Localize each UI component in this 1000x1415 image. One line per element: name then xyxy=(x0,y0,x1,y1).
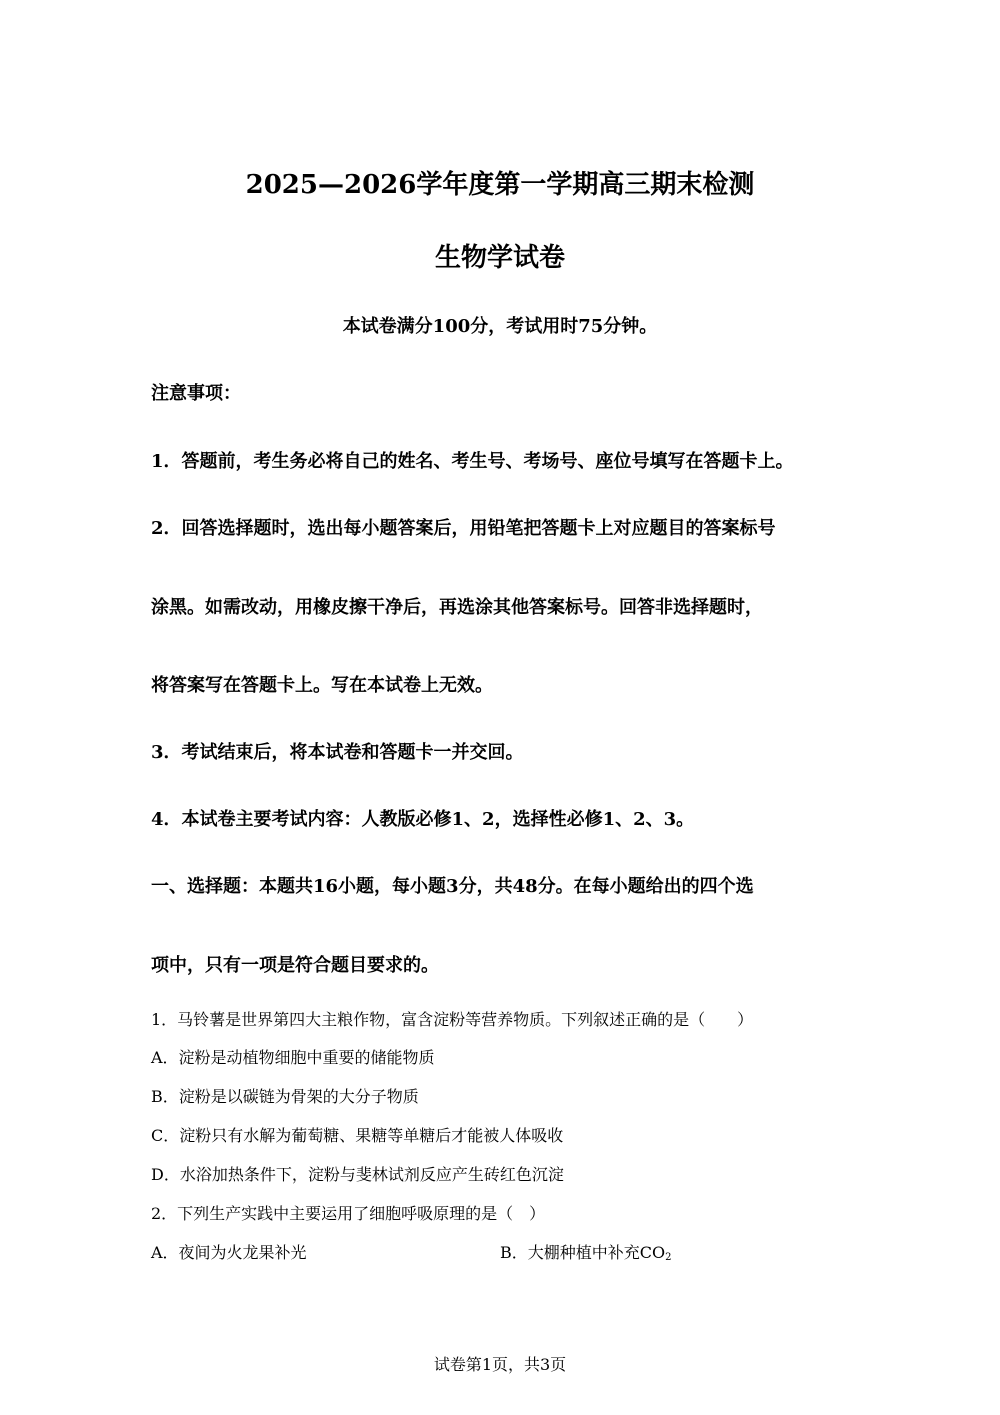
question-1-option-c: C．淀粉只有水解为葡萄糖、果糖等单糖后才能被人体吸收 xyxy=(151,1126,564,1145)
question-1-option-a: A．淀粉是动植物细胞中重要的储能物质 xyxy=(151,1048,435,1067)
exam-title: 2025—2026学年度第一学期高三期末检测 xyxy=(245,170,755,200)
notice-heading: 注意事项： xyxy=(151,383,241,404)
notice-item-2-line-2: 涂黑。如需改动，用橡皮擦干净后，再选涂其他答案标号。回答非选择题时， xyxy=(151,597,763,618)
question-2-stem: 2．下列生产实践中主要运用了细胞呼吸原理的是（ ） xyxy=(151,1204,546,1223)
question-1-option-b: B．淀粉是以碳链为骨架的大分子物质 xyxy=(151,1087,419,1106)
exam-subtitle: 生物学试卷 xyxy=(434,243,565,273)
question-2-option-b-text: B．大棚种植中补充CO xyxy=(500,1243,666,1262)
notice-item-2-line-3: 将答案写在答题卡上。写在本试卷上无效。 xyxy=(151,675,493,696)
full-score-note: 本试卷满分100分，考试用时75分钟。 xyxy=(342,316,658,337)
question-2-option-b xyxy=(500,1245,672,1263)
notice-item-4: 4．本试卷主要考试内容：人教版必修1、2，选择性必修1、2、3。 xyxy=(151,809,695,830)
notice-item-3: 3．考试结束后，将本试卷和答题卡一并交回。 xyxy=(151,742,524,763)
section-1-heading-line-2: 项中，只有一项是符合题目要求的。 xyxy=(151,955,439,976)
co2-subscript: 2 xyxy=(665,1252,672,1263)
page-footer: 试卷第1页，共3页 xyxy=(433,1355,567,1374)
section-1-heading-line-1: 一、选择题：本题共16小题，每小题3分，共48分。在每小题给出的四个选 xyxy=(151,876,754,897)
question-1-stem: 1．马铃薯是世界第四大主粮作物，富含淀粉等营养物质。下列叙述正确的是（ ） xyxy=(151,1010,754,1029)
question-2-option-a: A．夜间为火龙果补光 xyxy=(151,1243,307,1262)
question-1-option-d: D．水浴加热条件下，淀粉与斐林试剂反应产生砖红色沉淀 xyxy=(151,1165,564,1184)
notice-item-2-line-1: 2．回答选择题时，选出每小题答案后，用铅笔把答题卡上对应题目的答案标号 xyxy=(151,518,776,539)
notice-item-1: 1．答题前，考生务必将自己的姓名、考生号、考场号、座位号填写在答题卡上。 xyxy=(151,451,794,472)
